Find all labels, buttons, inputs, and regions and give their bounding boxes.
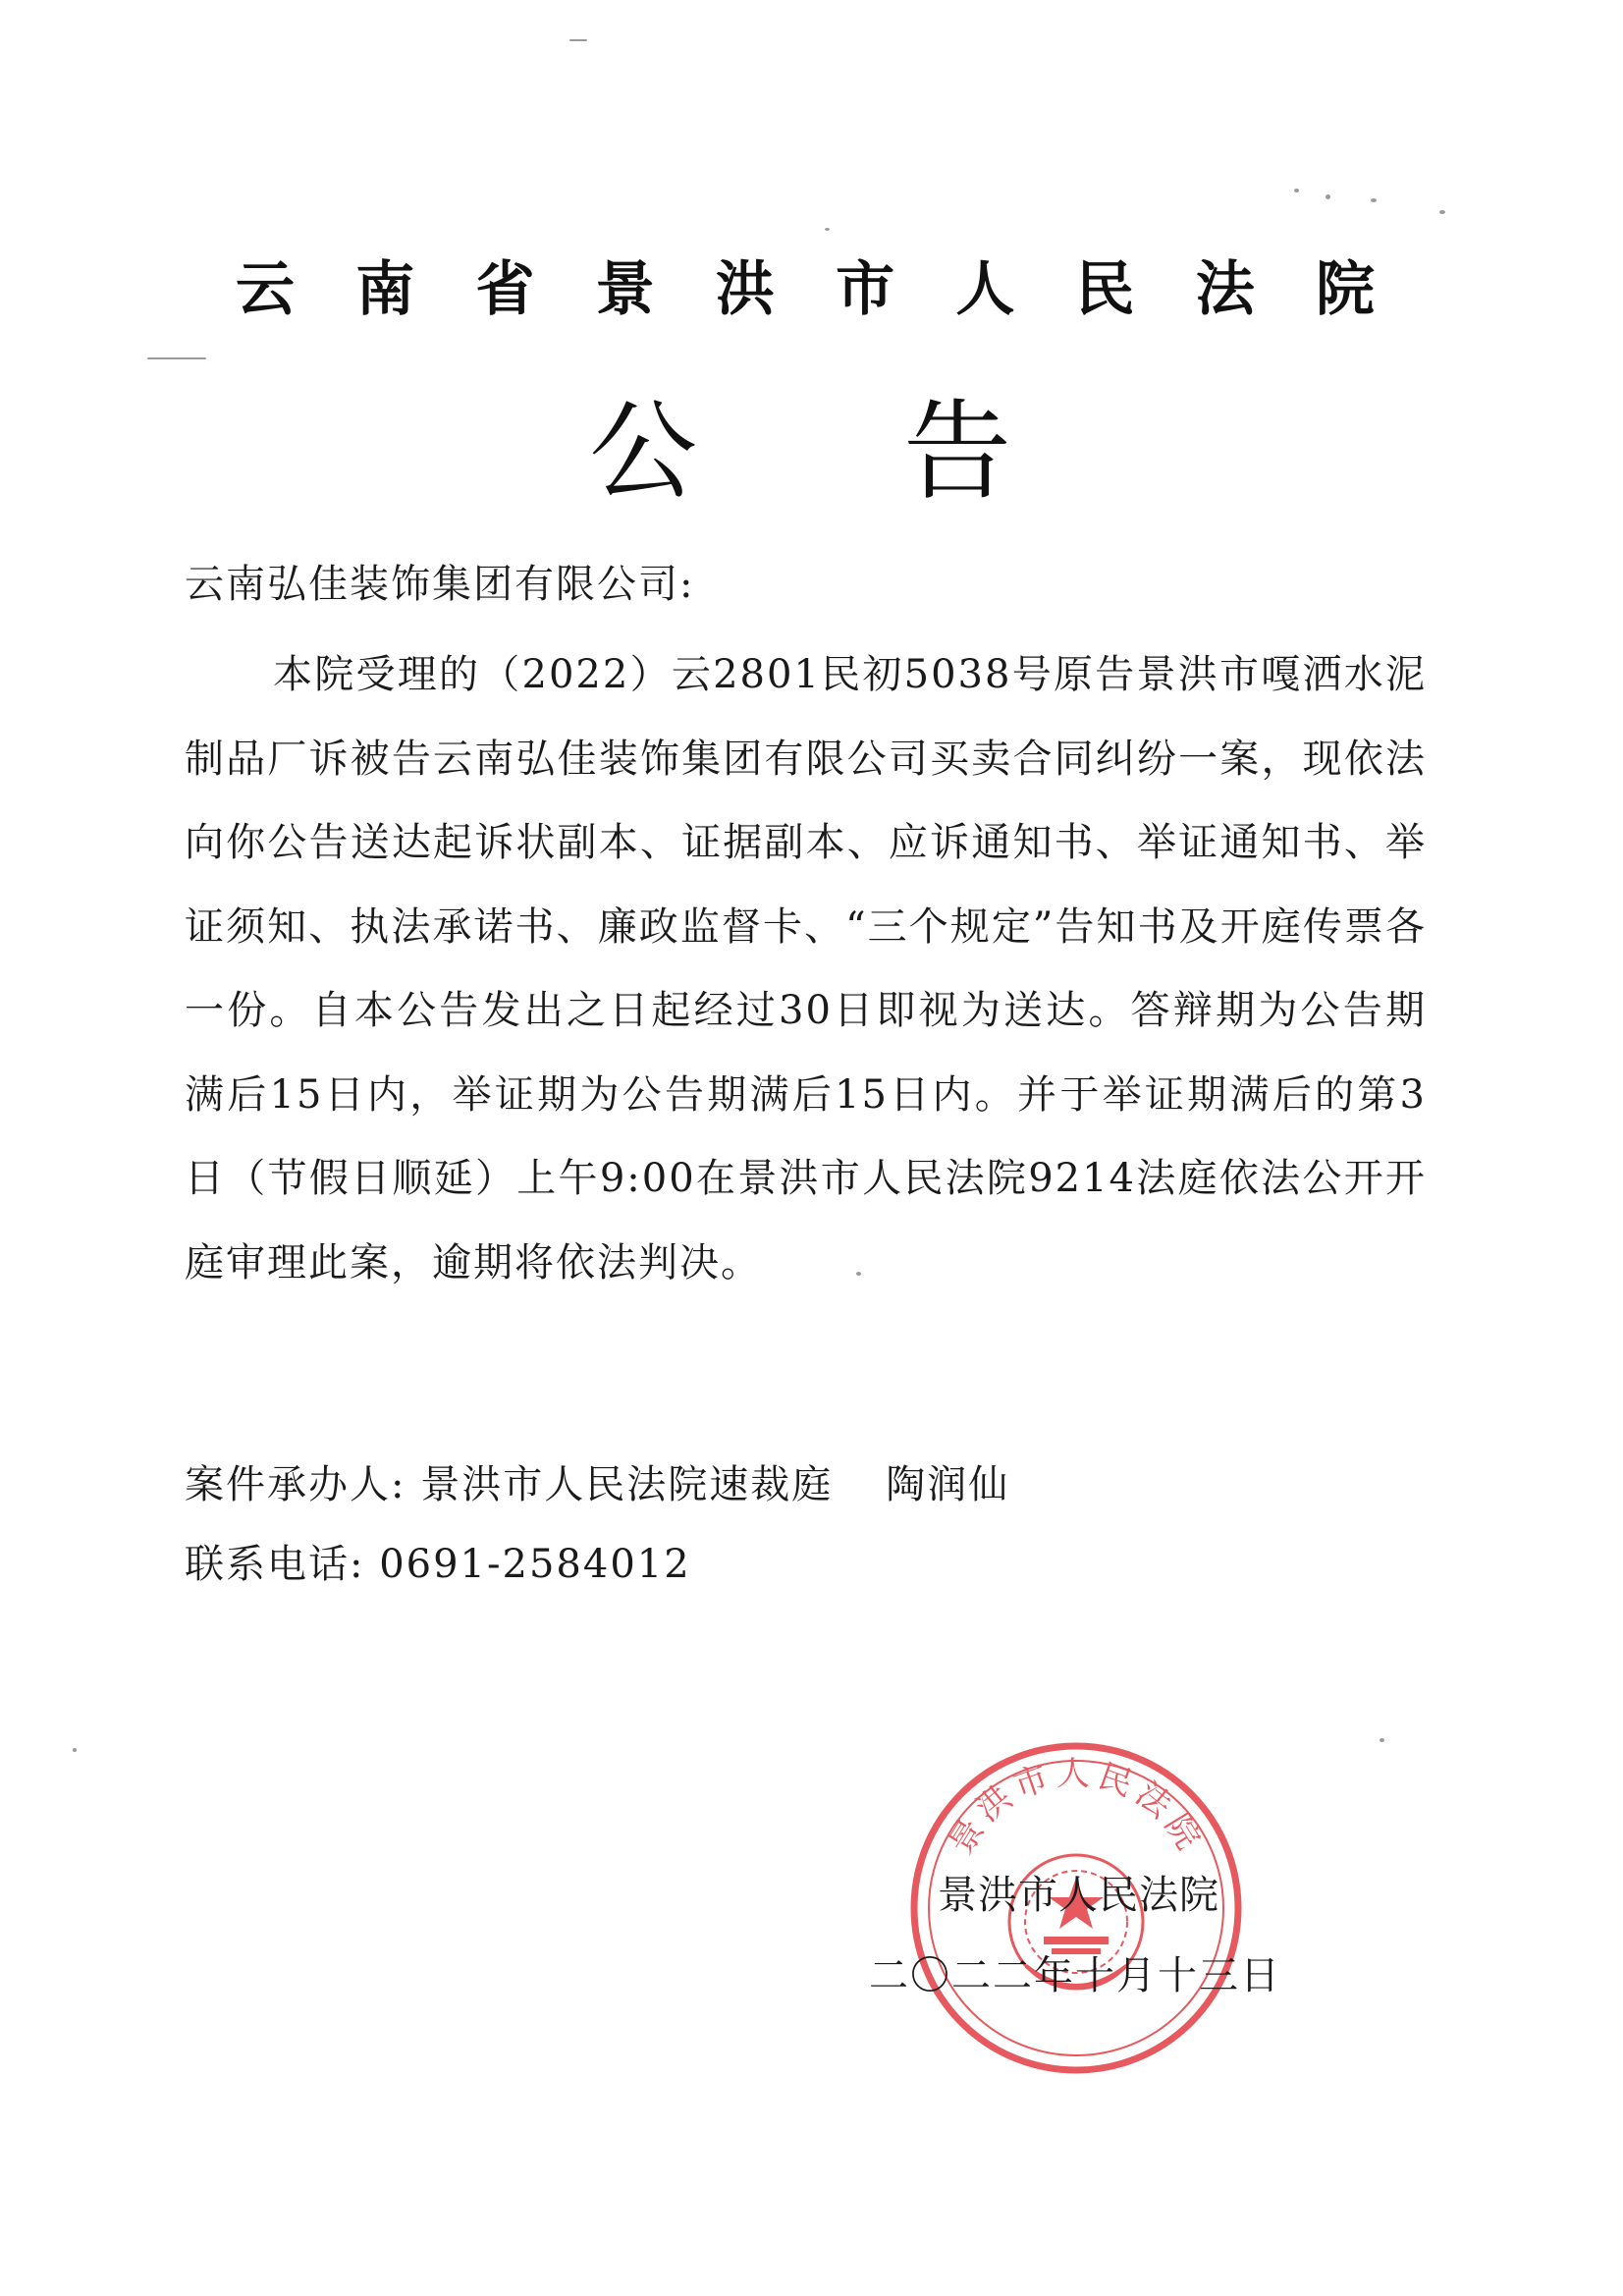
handler-department: 景洪市人民法院速裁庭	[420, 1462, 834, 1507]
signature-date: 二〇二二年十月十三日	[869, 1953, 1281, 1998]
notice-body: 本院受理的（2022）云2801民初5038号原告景洪市嘎洒水泥制品厂诉被告云南弘佳装饰集团有限公司买卖合同纠纷一案，现依法向你公告送达起诉状副本、证据副本、应诉通知书、举证通知书、举证须知、执法承诺书、廉政监督卡、“三个规定”告知书及开庭传票各一份。自本公告发出之日起经过30日即视为送达。答辩期为公告期满后15日内，举证期为公告期满后15日内。并于举证期满后的第3日（节假日顺延）上午9:00在景洪市人民法院9214法庭依法公开开庭审理此案，逾期将依法判决。	[185, 652, 1427, 1285]
scan-speck	[856, 1272, 861, 1276]
court-name-char: 民	[1075, 255, 1135, 324]
scan-speck	[147, 357, 206, 359]
court-name-char: 院	[1315, 255, 1375, 324]
court-name-heading	[236, 250, 1375, 329]
notice-title-char: 公	[589, 389, 697, 515]
phone-label: 联系电话:	[185, 1542, 365, 1587]
court-name-char: 景	[595, 255, 655, 324]
contact-phone-line	[185, 1535, 691, 1594]
scan-speck	[569, 39, 587, 41]
seal-ring-text: 景洪市人民法院	[941, 1754, 1212, 1862]
court-name-char: 洪	[715, 255, 775, 324]
court-name-char: 法	[1195, 255, 1255, 324]
handler-name: 陶润仙	[886, 1462, 1010, 1507]
court-name-char: 南	[355, 255, 415, 324]
scan-speck	[1380, 1738, 1384, 1742]
signature-court: 景洪市人民法院	[938, 1873, 1219, 1918]
addressee: 云南弘佳装饰集团有限公司:	[185, 562, 695, 607]
phone-number: 0691-2584012	[379, 1542, 691, 1587]
handler-label: 案件承办人:	[185, 1462, 406, 1507]
court-name-char: 省	[475, 255, 535, 324]
notice-title-char: 告	[903, 389, 1011, 515]
scan-speck	[825, 228, 830, 231]
case-handler-line	[185, 1455, 1009, 1514]
court-name-char: 云	[236, 255, 295, 324]
scan-speck	[1294, 189, 1299, 192]
scan-speck	[1439, 210, 1445, 214]
scan-speck	[1325, 194, 1330, 199]
court-name-char: 市	[836, 255, 895, 324]
scan-speck	[1371, 198, 1377, 202]
court-name-char: 人	[955, 255, 1015, 324]
scan-speck	[73, 1748, 77, 1752]
svg-text:景洪市人民法院	[942, 1755, 1212, 1862]
notice-title	[589, 388, 1011, 516]
